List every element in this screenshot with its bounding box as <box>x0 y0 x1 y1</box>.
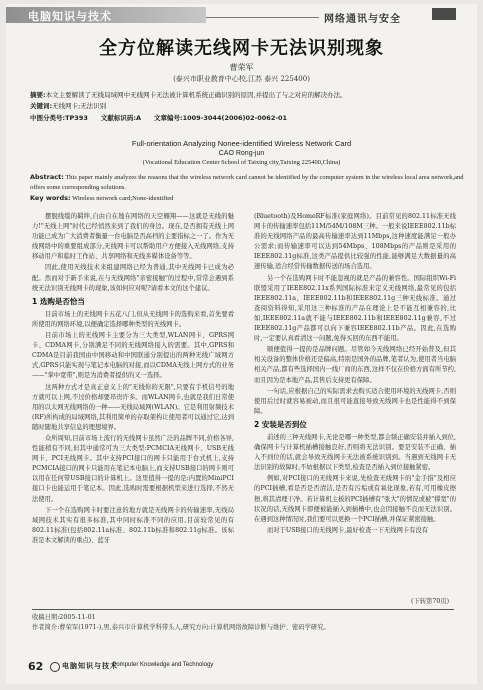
english-title: Full-orientation Analyzing Nonee-identified Wireless Network Card <box>131 139 352 148</box>
keywords-text: 无线网卡;无法识别 <box>52 102 107 110</box>
english-abstract <box>30 172 466 193</box>
classification-line: 中图分类号:TP393 文献标识码:A 文章编号:1009-3044(2006)02-0062-01 <box>30 114 288 122</box>
header-column-mark <box>432 8 456 20</box>
english-keywords-label: Key words: <box>30 194 71 202</box>
body-paragraph: 另一个在选购网卡时不能忽视的就是产品的兼容性。国际组织Wi-Fi联盟采用了IEEE802.11x系列国际标准来定义无线网络,最常见的包括IEEE802.11a、IEEE802.11b和IEEE802.11g三种无线标准。通过查阅资料得知,采用这三种标准的产品在理论上是不能互相兼容的,比如,IEEE802.11a就不能与IEEE802.11b和IEEE802.11g兼容,不过IEEE802.11g产品都可以向下兼容IEEE802.11b产品。因此,在选购时,一定要认真看清这一问题,免得买回的东西不能用。 <box>254 274 456 343</box>
footer-journal-english: Computer Knowledge and Technology <box>112 662 214 668</box>
abstract <box>30 90 466 100</box>
author-name: 曹荣军 <box>229 63 254 72</box>
english-keywords-text: Wireless network card;None-identified <box>72 195 174 202</box>
header-section-title: 网络通讯与安全 <box>324 14 401 25</box>
abstract-text: 本文主要解读了无线局域网中无线网卡无法被计算机系统正确识别的原因,并提出了与之对应的解决办法。 <box>45 91 347 99</box>
english-abstract-label: Abstract: <box>30 173 64 181</box>
journal-page <box>6 4 477 684</box>
section-heading-1: 1 选购是否恰当 <box>32 296 85 306</box>
keywords <box>30 101 466 111</box>
body-paragraph: 而对于USB接口的无线网卡,最好检查一下无线网卡有没有 <box>267 526 429 534</box>
continued-note: (下转第70页) <box>411 598 450 605</box>
section-heading-2: 2 安装是否到位 <box>254 419 307 429</box>
body-paragraph: 一句话,应根据自己的实际需求去购买适合使用环境的无线网卡,否则使用后过时就容易被动,而且很可能直接导致无线网卡也是性能得不到保障。 <box>254 387 456 415</box>
footnote-rule <box>32 609 454 610</box>
running-header <box>6 4 477 26</box>
body-paragraph: 摆脱线缆的羁绊,自由自在地在网络的天空翱翔——这就是无线的魅力!"无线上网"时代已经悄然来到了我们的身边。现在,是否拥有无线上网功能已成为广大消费者衡量一台电脑是否高档的主要指标之一了。作为无线网络中的重要组成部分,无线网卡可以帮助用户方便接入无线网络,支持移动用户和临时工作站、共享网络和无线多媒体设备等等。 <box>32 213 234 261</box>
body-paragraph: 因此,使用无线技术来组建网络已经为普通,其中无线网卡已成为必配。然而对于新手来说,在与无线网络"亲密接触"的过程中,常常会遇到系统无法识别无线网卡的现象,该如何应对呢?请看本文的这个建议。 <box>32 264 234 292</box>
journal-logo-icon <box>50 662 60 672</box>
body-paragraph: 这两种方式才是真正意义上的"无线你的无限",只要有手机信号的地方就可以上网,不过价格却要昂贵许多。而WLAN网卡,也就是我们日常使用的以太网无线网络的一种——无线局域网(WLAN)。它是利用射频技术(RF)所构成的局域网络,其利用简单的存取架构让使用者可以通过它,达到随时随地共享信息的理想境界。 <box>32 383 234 431</box>
header-journal-title: 电脑知识与技术 <box>28 10 112 23</box>
body-paragraph: 众所周知,目前市场上流行的无线网卡虽然广泛的品牌不同,价格各异,性能稍有不同,但其中通常可为三大类型:PCMCIA无线网卡、USB无线网卡、PCI无线网卡。其中支持PCI接口的网卡只能用于台式机上,支持PCMCIA接口的网卡只能用在笔记本电脑上,而支持USB接口的网卡则可以用在任何带USB接口的计算机上。这里值得一提的是:内置的MiniPCI接口卡也能运用于笔记本。因此,选购时需要根据机型来进行选择,不然无法使用。 <box>32 434 234 503</box>
article-title: 全方位解读无线网卡无法识别现象 <box>99 38 384 59</box>
abstract-label: 摘要: <box>30 91 46 99</box>
author-bio: 作者简介:曹荣军(1971-),男,泰兴市计算机学科带头人,研究方向:计算机网络故障诊断与维护、密码学研究。 <box>32 624 330 631</box>
body-paragraph: 前述的三种无线网卡,无论是哪一种类型,都会频正确安装并插入到位,确保网卡与计算机插槽接触良好,否则将无法识别。要是安装不正确、插入不到位的话,就会导致无线网卡无法被系统识别到。当遇到无线网卡无法识别的故障时,不妨根据以下类型,检查是否插入到位接触紧密。 <box>254 433 456 472</box>
author-affiliation: (泰兴市职业教育中心校,江苏 泰兴 225400) <box>173 75 310 83</box>
body-paragraph: 目前市场上的无线网卡主要分为三大类型,WLAN网卡、GPRS网卡、CDMA网卡,分别满足不同的无线网络接入的需要。其中,GPRS和CDMA是目前我国由中国移动和中国联通分别提出的两种无线广域网方式,GPRS只能实现与笔记本电脑的对接,而以CDMA无线上网方式的业务——"掌中宽带",则是为消费者提供的又一选择。 <box>32 332 234 380</box>
body-paragraph: 例如,对PCI接口的无线网卡来说,先检查无线网卡的"金手指"及相应的PCI插槽,看是否是否清洁,是否有污垢或有氧化现象,若有,可用橡皮擦擦,将其清理干净。若计算机主板的PCI插槽有"张大"的情况或被"撑宽"的状况的话,无线网卡即便被能插入到插槽中,也会因接触不良而无法识别。在遇到这种情况时,我们要可以更换一个PCI插槽,并保证紧密接触。 <box>254 475 456 523</box>
right-column <box>254 212 456 537</box>
english-author: CAO Rong-jun <box>218 150 265 157</box>
received-date: 收稿日期:2005-11-01 <box>32 614 96 621</box>
english-affiliation: (Vocational Education Center School of Taixing city,Taixing 225400,China) <box>142 159 341 166</box>
english-keywords <box>30 193 466 204</box>
header-rule <box>206 17 319 18</box>
body-paragraph: (Bluetooth)及HomeRF标准(家庭网络)。目前常见的802.11标准无线网卡的传输速率包括11M/54M/108M三种。一般来说IEEE802.11b标准的无线网络产品的最高传输速率达到11Mbps,这种速度能满足一般办公需求;而传输速率可以达到54Mbps、108Mbps的产品则是采用的IEEE802.11g标准,这类产品提供比较强的性能,能够满足大数据量的高速传输,适合经常传输数据传送的场合选用。 <box>254 213 456 271</box>
body-paragraph: 顺便值得一提的是品牌问题。尽管如今无线网络已经开始普及,但其相关设备的整体价格还是偏高,特别是国外的品牌,笔者认为,使用者当电脑相关产品,都有些选择国内一线厂商的东西,这样不仅在价格方面有所节约,而且因为是本地产品,其售后支持更有保障。 <box>254 346 456 384</box>
body-paragraph: 目前市场上的无线网卡五花八门,但从无线网卡的选购来看,首先要看所使用的网络环境,以便确定选择哪种类型的无线网卡。 <box>32 310 234 328</box>
left-column <box>32 212 234 547</box>
body-paragraph: 下一个在选购网卡时要注意的地方就是无线网卡的传输速率,无线局域网技术其实有很多标准,其中同时标准不同的应用,目前较常见的有802.11标准(包括802.11a标准、802.11b标准和802.11g标准。该标准是本文解读的重点)、蓝牙 <box>32 506 234 544</box>
english-abstract-text: This paper mainly analyzes the reasons that the wireless network card cannot be identified by the computer system in the wireless local area network,and offers some corresponding solutions. <box>30 174 464 191</box>
keywords-label: 关键词: <box>30 102 53 110</box>
page-number: 62 <box>28 660 44 673</box>
footer-journal-name: 电脑知识与技术 <box>62 662 118 670</box>
